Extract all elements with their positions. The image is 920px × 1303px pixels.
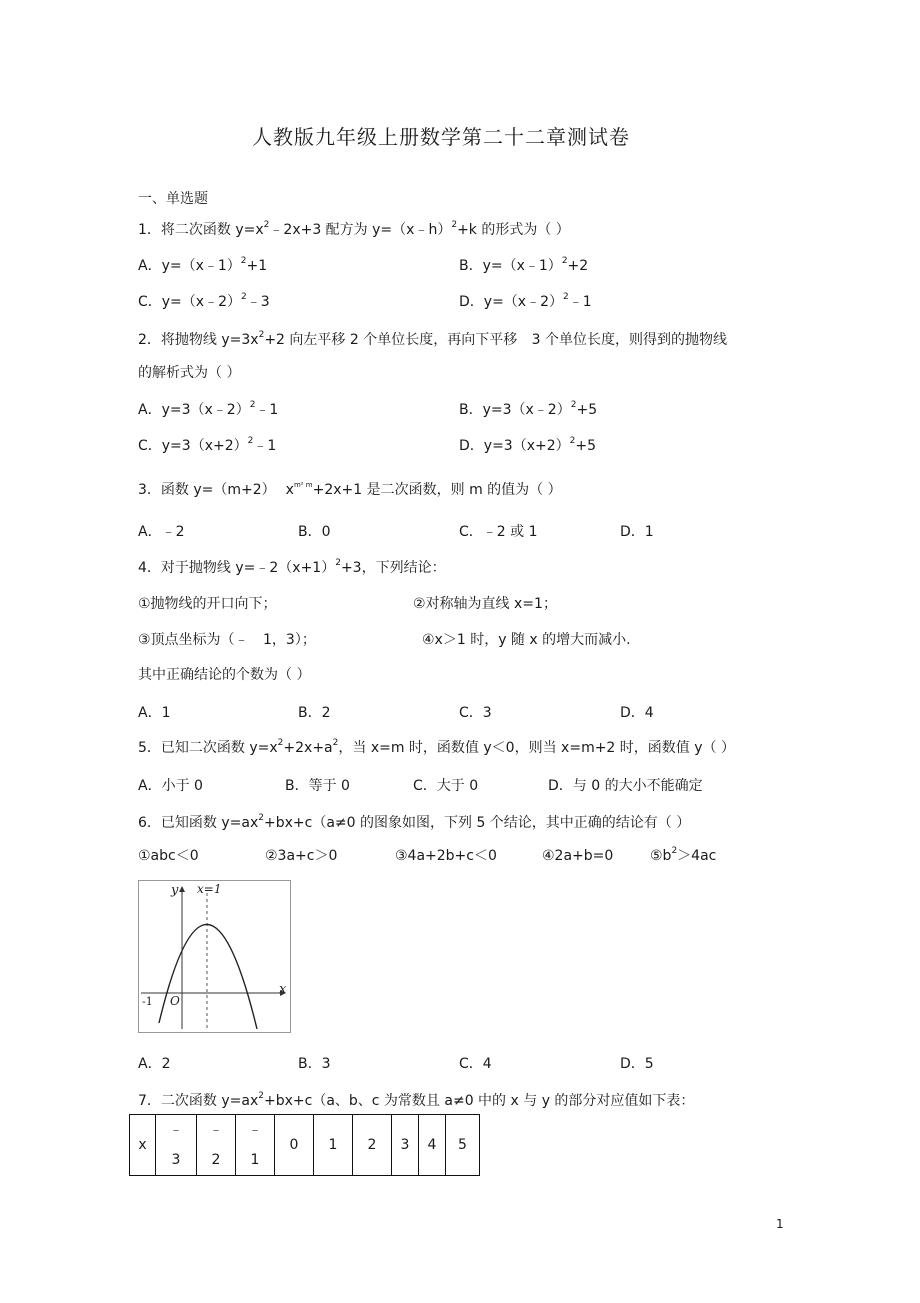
question-6-statement-4: ④2a+b=0 (542, 848, 614, 864)
table-cell: ﹣ 3 (156, 1115, 197, 1176)
question-5-option-b: B．等于 0 (285, 778, 350, 794)
parabola-curve (159, 924, 257, 1029)
question-6-option-a: A．2 (138, 1056, 171, 1072)
question-2-stem-line2: 的解析式为（ ） (138, 365, 241, 381)
question-3-option-a: A．﹣2 (138, 524, 185, 540)
table-cell: 1 (314, 1115, 353, 1176)
parabola-graph (138, 880, 291, 1033)
question-3-option-d: D．1 (620, 524, 654, 540)
question-1-option-a: A．y=（x﹣1）$^2$+1 (138, 256, 268, 274)
neg-one-label: -1 (142, 995, 153, 1008)
page-number: 1 (776, 1217, 784, 1231)
question-2-option-c: C．$y=3(x+2)^2﹣1$ (138, 436, 277, 454)
question-4-statement-1: ①抛物线的开口向下； (138, 596, 277, 612)
question-4-statement-3: ③顶点坐标为（﹣ 1，3）； (138, 632, 316, 648)
question-4-statement-2: ②对称轴为直线 x=1； (413, 596, 557, 612)
table-cell-header: x (130, 1115, 156, 1176)
question-5-option-c: C．大于 0 (413, 778, 479, 794)
question-6-statement-5: $⑤b^2>4ac$ (650, 846, 717, 864)
section-heading: 一、单选题 (138, 191, 208, 207)
question-5-stem: 5．已知二次函数 $y=x^2+2x+a^2$，当 x=m 时，函数值 y＜0，则当 x=m+2 时，函数值 y（ ） (138, 738, 735, 756)
question-6-option-d: D．5 (620, 1056, 654, 1072)
table-row (130, 1115, 480, 1176)
question-1-option-b: B．y=（x﹣1）$^2$+2 (459, 256, 589, 274)
question-6-statement-2: ②3a+c＞0 (265, 848, 338, 864)
table-cell: 0 (275, 1115, 314, 1176)
question-4-option-b: B．2 (298, 705, 331, 721)
question-1-option-c: C．y=（x﹣2）$^2$﹣3 (138, 292, 270, 310)
question-4-option-d: D．4 (620, 705, 654, 721)
symmetry-axis-label: x=1 (197, 882, 222, 896)
x-axis-label: x (279, 982, 287, 997)
question-2-option-d: D．$y=3(x+2)^2+5$ (459, 436, 597, 454)
question-4-stem: 4．对于抛物线 $y=﹣2(x+1)^2+3$，下列结论： (138, 558, 446, 576)
question-5-option-d: D．与 0 的大小不能确定 (548, 778, 703, 794)
question-3-option-b: B．0 (298, 524, 331, 540)
question-4-statement-4: ④x＞1 时，y 随 x 的增大而减小. (422, 632, 631, 648)
question-4-conclusion: 其中正确结论的个数为（ ） (138, 667, 311, 683)
table-cell: 5 (446, 1115, 480, 1176)
question-6-option-b: B．3 (298, 1056, 331, 1072)
question-7-stem: 7．二次函数 $y=ax^2+bx+c(a$、b、c 为常数且 a≠0 中的 x 与 y 的部分对应值如下表： (138, 1091, 695, 1109)
table-cell: 4 (419, 1115, 446, 1176)
table-cell: ﹣ 1 (236, 1115, 275, 1176)
origin-label: O (170, 994, 180, 1008)
question-6-statement-3: ③4a+2b+c＜0 (395, 848, 497, 864)
question-6-stem: 6．已知函数 $y=ax^2+bx+c(a\ne 0$ 的图象如图，下列 5 个结论，其中正确的结论有（ ） (138, 813, 691, 831)
question-1-option-d: D．y=（x﹣2）$^2$﹣1 (459, 292, 592, 310)
question-3-stem: 3．函数 y=（m+2） $x^{m^2 m}+2x+1$ 是二次函数，则 m 的值为（ ） (138, 481, 562, 498)
table-cell: 2 (353, 1115, 392, 1176)
table-cell: 3 (392, 1115, 419, 1176)
value-table (129, 1114, 480, 1176)
question-1-stem: 1．将二次函数 $y=x^2﹣2x+3$ 配方为 y=（x﹣h）$^2$+k 的形式为（ ） (138, 220, 570, 238)
question-2-option-a: A．y=3（x﹣2）$^2$﹣1 (138, 400, 279, 418)
question-3-option-c: C．﹣2 或 1 (459, 524, 538, 540)
table-cell: ﹣ 2 (197, 1115, 236, 1176)
question-6-statement-1: ①abc＜0 (138, 848, 199, 864)
question-5-option-a: A．小于 0 (138, 778, 203, 794)
question-4-option-a: A．1 (138, 705, 171, 721)
question-2-stem-line1: 2．将抛物线 $y=3x^2+2$ 向左平移 2 个单位长度，再向下平移 3 个单位长度，则得到的抛物线 (138, 330, 728, 348)
question-6-option-c: C．4 (459, 1056, 492, 1072)
question-2-option-b: B．y=3（x﹣2）$^2$+5 (459, 400, 598, 418)
question-4-option-c: C．3 (459, 705, 492, 721)
y-axis-label: y (171, 883, 179, 898)
page-title: 人教版九年级上册数学第二十二章测试卷 (252, 125, 630, 149)
